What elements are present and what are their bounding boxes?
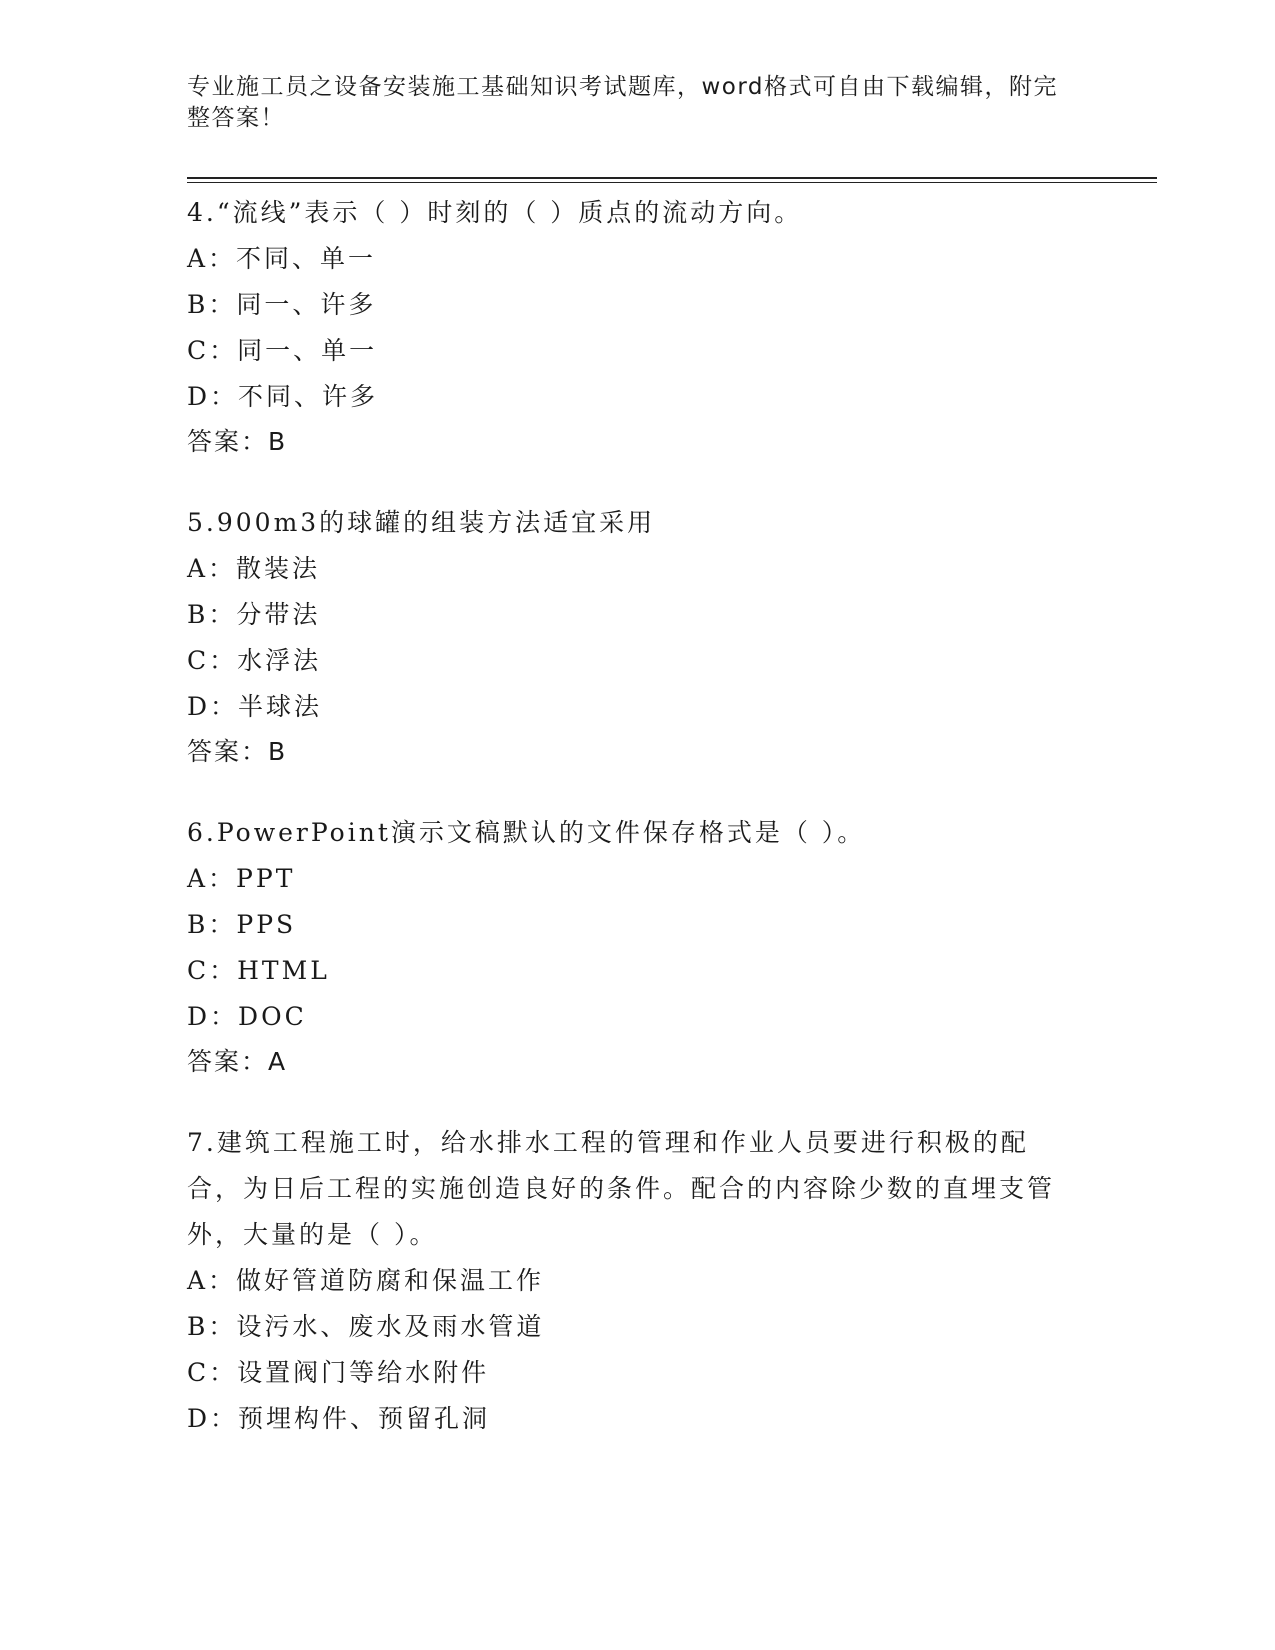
question-6 — [187, 810, 1067, 1084]
option-c: C：水浮法 — [187, 646, 322, 675]
header-divider-thick — [187, 177, 1157, 179]
option-d: D：DOC — [187, 1002, 307, 1031]
option-a: A：不同、单一 — [187, 244, 377, 273]
option-c: C：同一、单一 — [187, 336, 378, 365]
question-stem: 7.建筑工程施工时，给水排水工程的管理和作业人员要进行积极的配合，为日后工程的实施创造良好的条件。配合的内容除少数的直埋支管外，大量的是（ ）。 — [187, 1128, 1056, 1249]
document-page — [187, 0, 1157, 1650]
option-a: A：PPT — [187, 864, 296, 893]
option-b: B：PPS — [187, 910, 297, 939]
header-divider-thin — [187, 182, 1157, 183]
option-c: C：HTML — [187, 956, 330, 985]
option-a: A：散装法 — [187, 554, 321, 583]
option-b: B：设污水、废水及雨水管道 — [187, 1312, 545, 1341]
option-b: B：分带法 — [187, 600, 321, 629]
option-d: D：不同、许多 — [187, 382, 379, 411]
option-c: C：设置阀门等给水附件 — [187, 1358, 490, 1387]
question-stem: 4.“流线”表示（ ）时刻的（ ）质点的流动方向。 — [187, 198, 803, 227]
answer-label: 答案：A — [187, 1047, 288, 1076]
option-d: D：半球法 — [187, 692, 323, 721]
question-stem: 5.900m3的球罐的组装方法适宜采用 — [187, 508, 656, 537]
question-5 — [187, 500, 1067, 774]
option-a: A：做好管道防腐和保温工作 — [187, 1266, 545, 1295]
question-stem: 6.PowerPoint演示文稿默认的文件保存格式是（ ）。 — [187, 818, 866, 847]
option-d: D：预埋构件、预留孔洞 — [187, 1404, 491, 1433]
answer-label: 答案：B — [187, 427, 288, 456]
question-4 — [187, 190, 1067, 464]
document-header: 专业施工员之设备安装施工基础知识考试题库，word格式可自由下载编辑，附完整答案！ — [187, 74, 1059, 131]
option-b: B：同一、许多 — [187, 290, 377, 319]
answer-label: 答案：B — [187, 737, 288, 766]
question-7 — [187, 1120, 1067, 1442]
question-list — [187, 190, 1067, 1478]
